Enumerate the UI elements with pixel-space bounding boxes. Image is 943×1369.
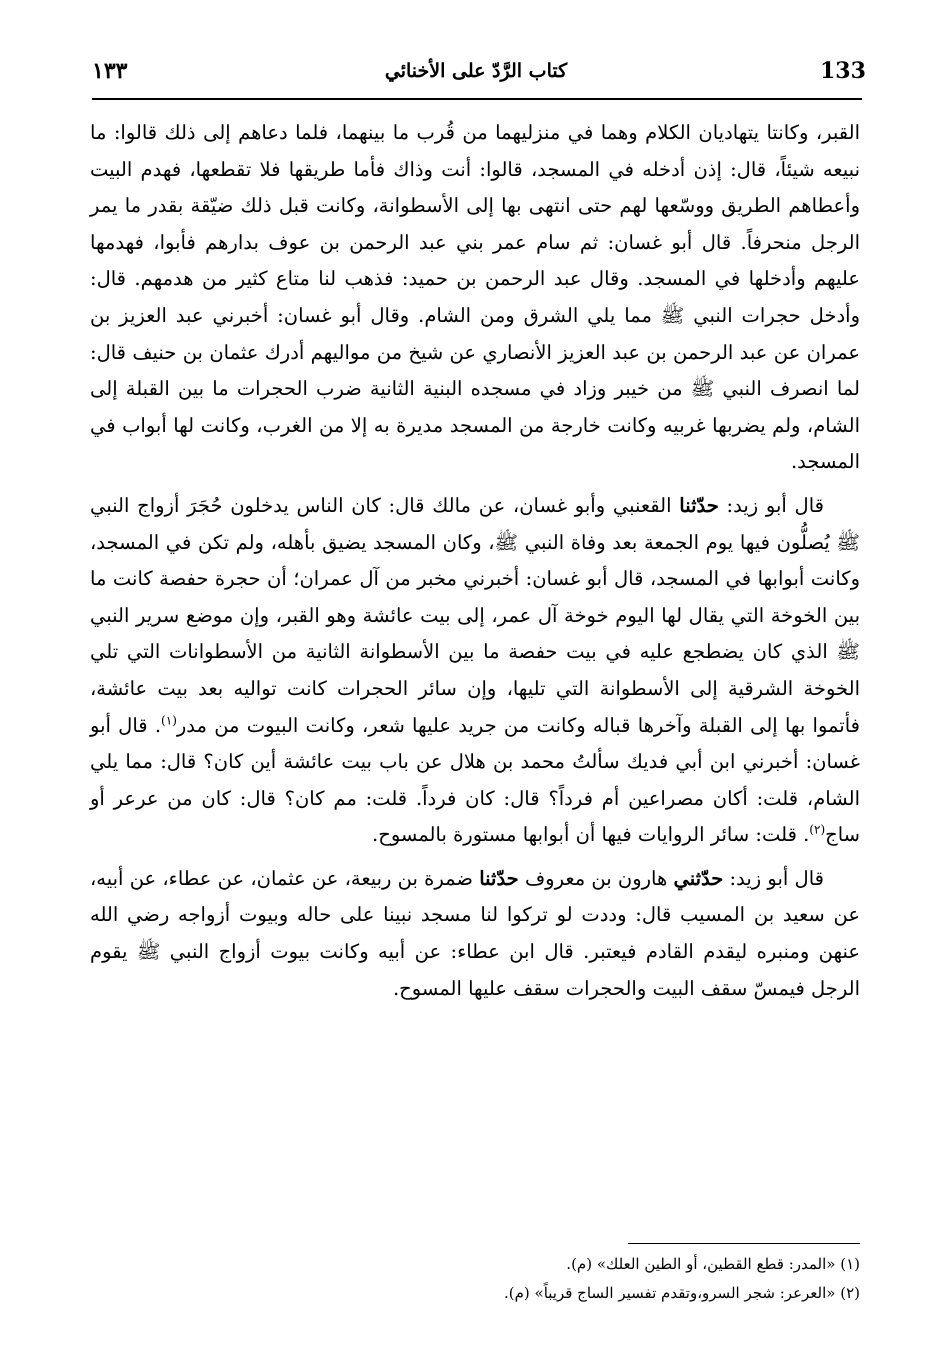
page-number-arabic: ١٣٣ bbox=[92, 58, 128, 84]
paragraph-2-text: القعنبي وأبو غسان، عن مالك قال: كان الناس يدخلون حُجَرَ أزواج النبي ﷺ يُصلُّون فيها يوم الجمعة بعد وفاة النبي ﷺ، وكان المسجد يضيق بأهله، ولم تكن في المسجد، وكانت أبوابها في المسجد، قال أبو غسان: أخبرني مخبر من آل عمران؛ أن حجرة حفصة كانت ما بين الخوخة التي يقال لها اليوم خوخة آل عمر، إلى بيت عائشة وهو القبر، وإن موضع سرير النبي ﷺ الذي كان يضطجع عليه في بيت حفصة ما بين الأسطوانة الثانية من الأسطوانات التي تلي الخوخة الشرقية إلى الأسطوانة التي تليها، وإن سائر الحجرات كانت تواليه بعد بيت عائشة، فأتموا بها إلى القبلة وآخرها قباله وكانت من جريد عليها شعر، وكانت البيوت من مدر bbox=[90, 493, 861, 737]
main-text bbox=[90, 115, 860, 1014]
paragraph-2 bbox=[90, 488, 860, 854]
paragraph-2-prefix: قال أبو زيد: bbox=[718, 493, 824, 517]
page-number-latin: 133 bbox=[820, 58, 866, 84]
page-header bbox=[92, 58, 866, 94]
header-rule bbox=[92, 98, 862, 100]
footnote-rule bbox=[628, 1243, 860, 1244]
paragraph-3-bold-2: حدّثنا bbox=[479, 866, 519, 890]
book-title: كتاب الرَّدّ على الأخنائي bbox=[384, 60, 568, 82]
paragraph-3-bold-1: حدّثني bbox=[673, 866, 724, 890]
paragraph-3-prefix: قال أبو زيد: bbox=[723, 866, 824, 890]
footnote-2: (٢) «العرعر: شجر السرو،وتقدم تفسير الساج قريباً» (م). bbox=[503, 1284, 860, 1302]
paragraph-3 bbox=[90, 861, 860, 1007]
paragraph-3-text: ضمرة بن ربيعة، عن عثمان، عن عطاء، عن أبيه، عن سعيد بن المسيب قال: وددت لو تركوا لنا مسجد نبينا على حاله وبيوت أزواجه رضي الله عنهن ومنبره ليقدم القادم فيعتبر. قال ابن عطاء: عن أبيه وكانت بيوت أزواج النبي ﷺ يقوم الرجل فيمسّ سقف البيت والحجرات سقف عليها المسوح. bbox=[90, 866, 860, 1000]
paragraph-2-text3: . قلت: سائر الروايات فيها أن أبوابها مستورة بالمسوح. bbox=[372, 823, 810, 847]
footnote-1: (١) «المدر: قطع القطين، أو الطين العلك» (م). bbox=[566, 1255, 860, 1273]
footnote-ref-2: (٢) bbox=[809, 822, 826, 837]
paragraph-3-mid: هارون بن معروف bbox=[518, 866, 674, 890]
paragraph-2-text2: . قال أبو غسان: أخبرني ابن أبي فديك سألتُ محمد بن هلال عن باب بيت عائشة أين كان؟ قال: مما يلي الشام، قلت: أكان مصراعين أم فرداً؟ قال: كان فرداً. قلت: مم كان؟ قال: كان من عرعر أو ساج bbox=[90, 713, 860, 847]
footnotes bbox=[90, 1250, 860, 1308]
footnote-ref-1: (١) bbox=[161, 713, 177, 727]
paragraph-2-bold: حدّثنا bbox=[679, 493, 719, 517]
paragraph-1-text: القبر، وكانتا يتهاديان الكلام وهما في منزليهما من قُرب ما بينهما، فلما دعاهم إلى ذلك قالوا: ما نبيعه شيئاً، قال: إذن أدخله في المسجد، قالوا: أنت وذاك فأما طريقها فلا تقطعها، فهدم البيت وأعطاهم الطريق ووسّعها لهم حتى انتهى بها إلى الأسطوانة، وكانت قبل ذلك ضيّقة بقدر ما يمر الرجل منحرفاً. قال أبو غسان: ثم سام عمر بني عبد الرحمن بن عوف بدارهم فأبوا، فهدمها عليهم وأدخلها في المسجد. وقال عبد الرحمن بن حميد: فذهب لنا متاع كثير من هدمهم. قال: وأدخل حجرات النبي ﷺ مما يلي الشرق ومن الشام. وقال أبو غسان: أخبرني عبد العزيز بن عمران عن عبد الرحمن بن عبد العزيز الأنصاري عن شيخ من مواليهم أدرك عثمان بن حنيف قال: لما انصرف النبي ﷺ من خيبر وزاد في مسجده البنية الثانية ضرب الحجرات ما بين القبلة إلى الشام، ولم يضربها غربيه وكانت خارجة من المسجد مديرة به إلا من الغرب، وكانت لها أبواب في المسجد. bbox=[90, 121, 860, 474]
paragraph-1 bbox=[90, 115, 860, 481]
